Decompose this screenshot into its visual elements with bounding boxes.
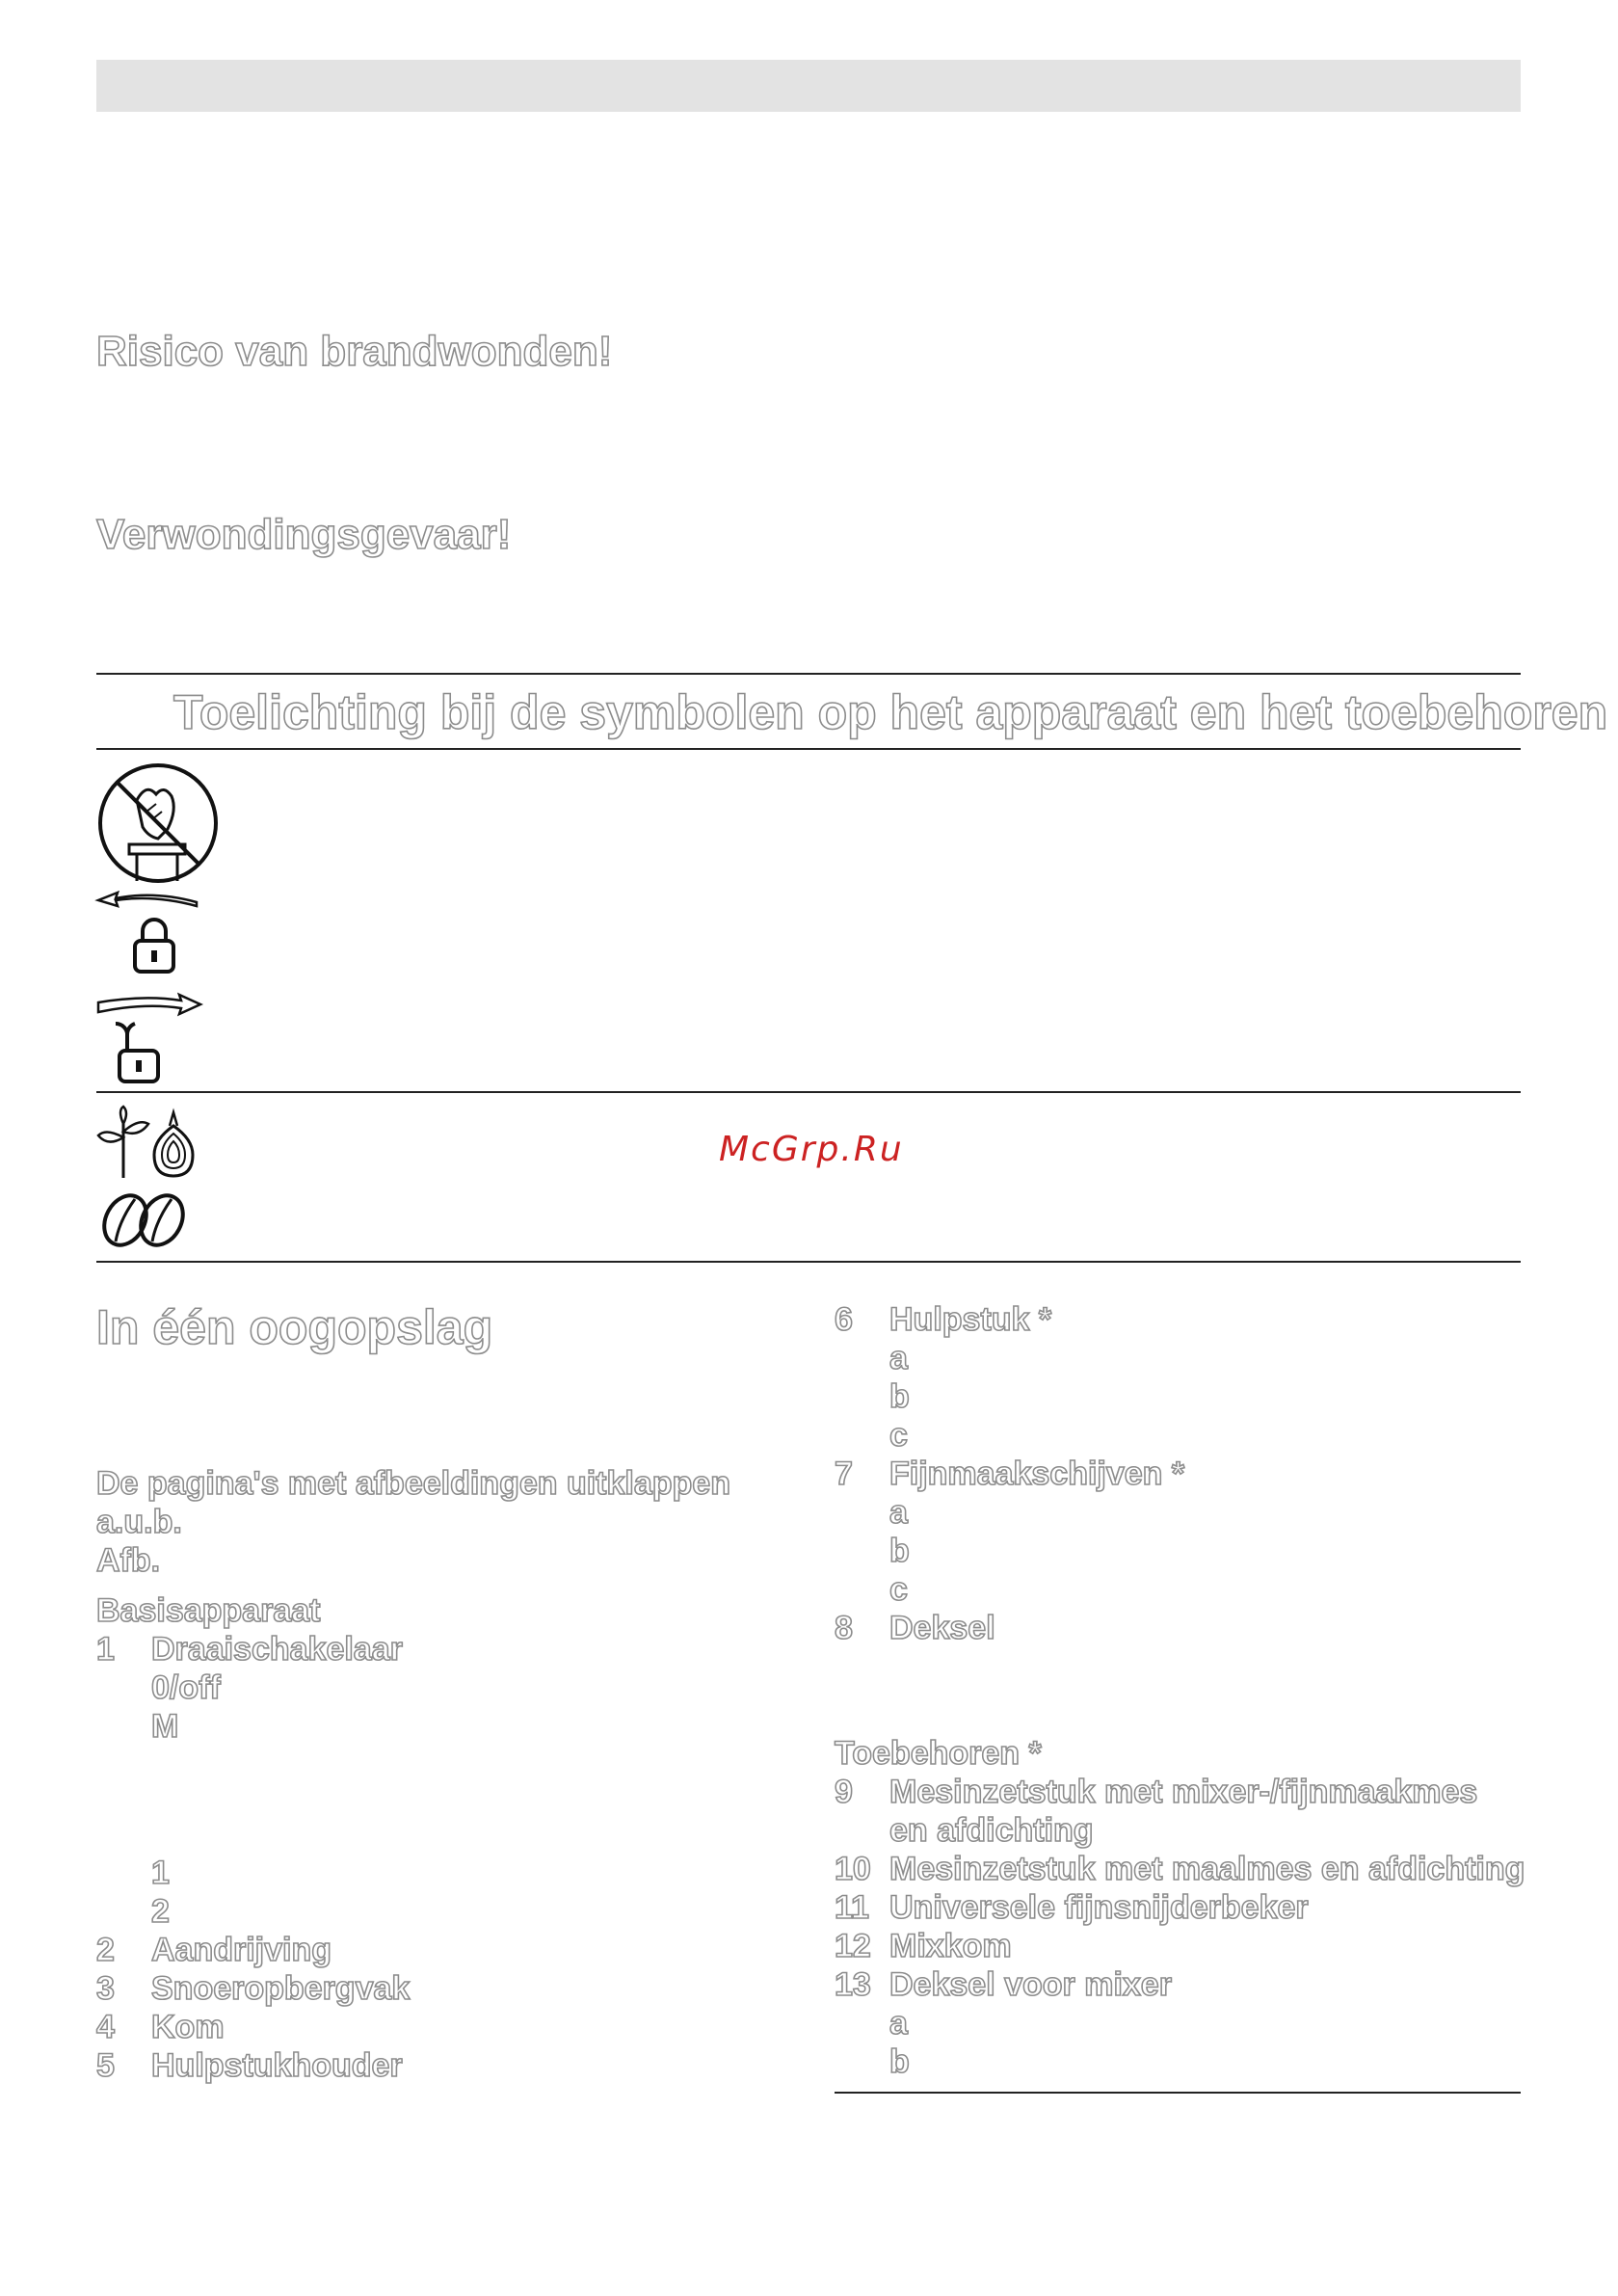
accessory-label: Mixkom [889, 1928, 1012, 1964]
accessory-label: Mesinzetstuk met maalmes en afdichting [889, 1851, 1525, 1887]
accessories-heading: Toebehoren * [835, 1735, 1042, 1772]
item-label: 1 [151, 1855, 170, 1891]
accessory-label: Deksel voor mixer [889, 1966, 1172, 2003]
item-label: Snoeropbergvak [151, 1970, 411, 2007]
item-label: Deksel [889, 1610, 995, 1646]
item-label: a [889, 1340, 908, 1376]
item-label: 0/off [151, 1669, 221, 1706]
item-label: Kom [151, 2009, 225, 2045]
item-label: Fijnmaakschijven * [889, 1455, 1185, 1492]
item-label: 2 [151, 1893, 170, 1930]
figure-label: Afb. [96, 1542, 161, 1579]
lock-open-icon [114, 1020, 162, 1085]
coffee-beans-icon [100, 1191, 189, 1249]
accessory-label: b [889, 2043, 910, 2080]
accessory-label: a [889, 2005, 908, 2042]
item-label: b [889, 1533, 910, 1569]
item-number: 4 [96, 2009, 115, 2045]
item-label: Aandrijving [151, 1932, 332, 1968]
section-rule-top [96, 673, 1521, 675]
item-label: M [151, 1708, 179, 1745]
accessory-number: 11 [835, 1889, 869, 1926]
overview-title: In één oogopslag [96, 1300, 493, 1354]
accessory-number: 10 [835, 1851, 871, 1887]
item-number: 2 [96, 1932, 115, 1968]
item-number: 6 [835, 1301, 853, 1338]
accessory-label: Universele fijnsnijderbeker [889, 1889, 1309, 1926]
herbs-onion-icon [96, 1105, 202, 1180]
overview-rule-top [96, 1261, 1521, 1263]
item-label: Draaischakelaar [151, 1631, 403, 1668]
accessory-number: 12 [835, 1928, 871, 1964]
item-number: 1 [96, 1631, 115, 1668]
item-label: Hulpstuk * [889, 1301, 1052, 1338]
accessory-number: 9 [835, 1774, 853, 1810]
fold-pages-note-line2: a.u.b. [96, 1504, 182, 1540]
symbols-divider [96, 1091, 1521, 1093]
item-label: Hulpstukhouder [151, 2047, 403, 2084]
symbols-section-title: Toelichting bij de symbolen op het apparaat en het toebehoren [173, 685, 1608, 739]
item-number: 5 [96, 2047, 115, 2084]
fold-pages-note-line1: De pagina's met afbeeldingen uitklappen [96, 1465, 730, 1502]
accessory-label: en afdichting [889, 1812, 1094, 1849]
item-label: a [889, 1494, 908, 1531]
warning-injury-heading: Verwondingsgevaar! [96, 511, 512, 558]
base-unit-heading: Basisapparaat [96, 1592, 321, 1629]
accessory-number: 13 [835, 1966, 871, 2003]
watermark: McGrp.Ru [719, 1130, 904, 1169]
arrow-left-icon [96, 889, 202, 908]
item-label: c [889, 1571, 908, 1608]
header-bar [96, 60, 1521, 112]
section-rule-bottom [96, 748, 1521, 750]
item-number: 7 [835, 1455, 853, 1492]
warning-burn-heading: Risico van brandwonden! [96, 328, 613, 375]
arrow-right-icon [96, 993, 202, 1018]
lock-closed-icon [131, 916, 177, 975]
item-number: 3 [96, 1970, 115, 2007]
no-hand-icon [96, 761, 222, 887]
item-label: c [889, 1417, 908, 1454]
accessories-rule [835, 2092, 1521, 2094]
item-label: b [889, 1378, 910, 1415]
item-number: 8 [835, 1610, 853, 1646]
accessory-label: Mesinzetstuk met mixer-/fijnmaakmes [889, 1774, 1478, 1810]
